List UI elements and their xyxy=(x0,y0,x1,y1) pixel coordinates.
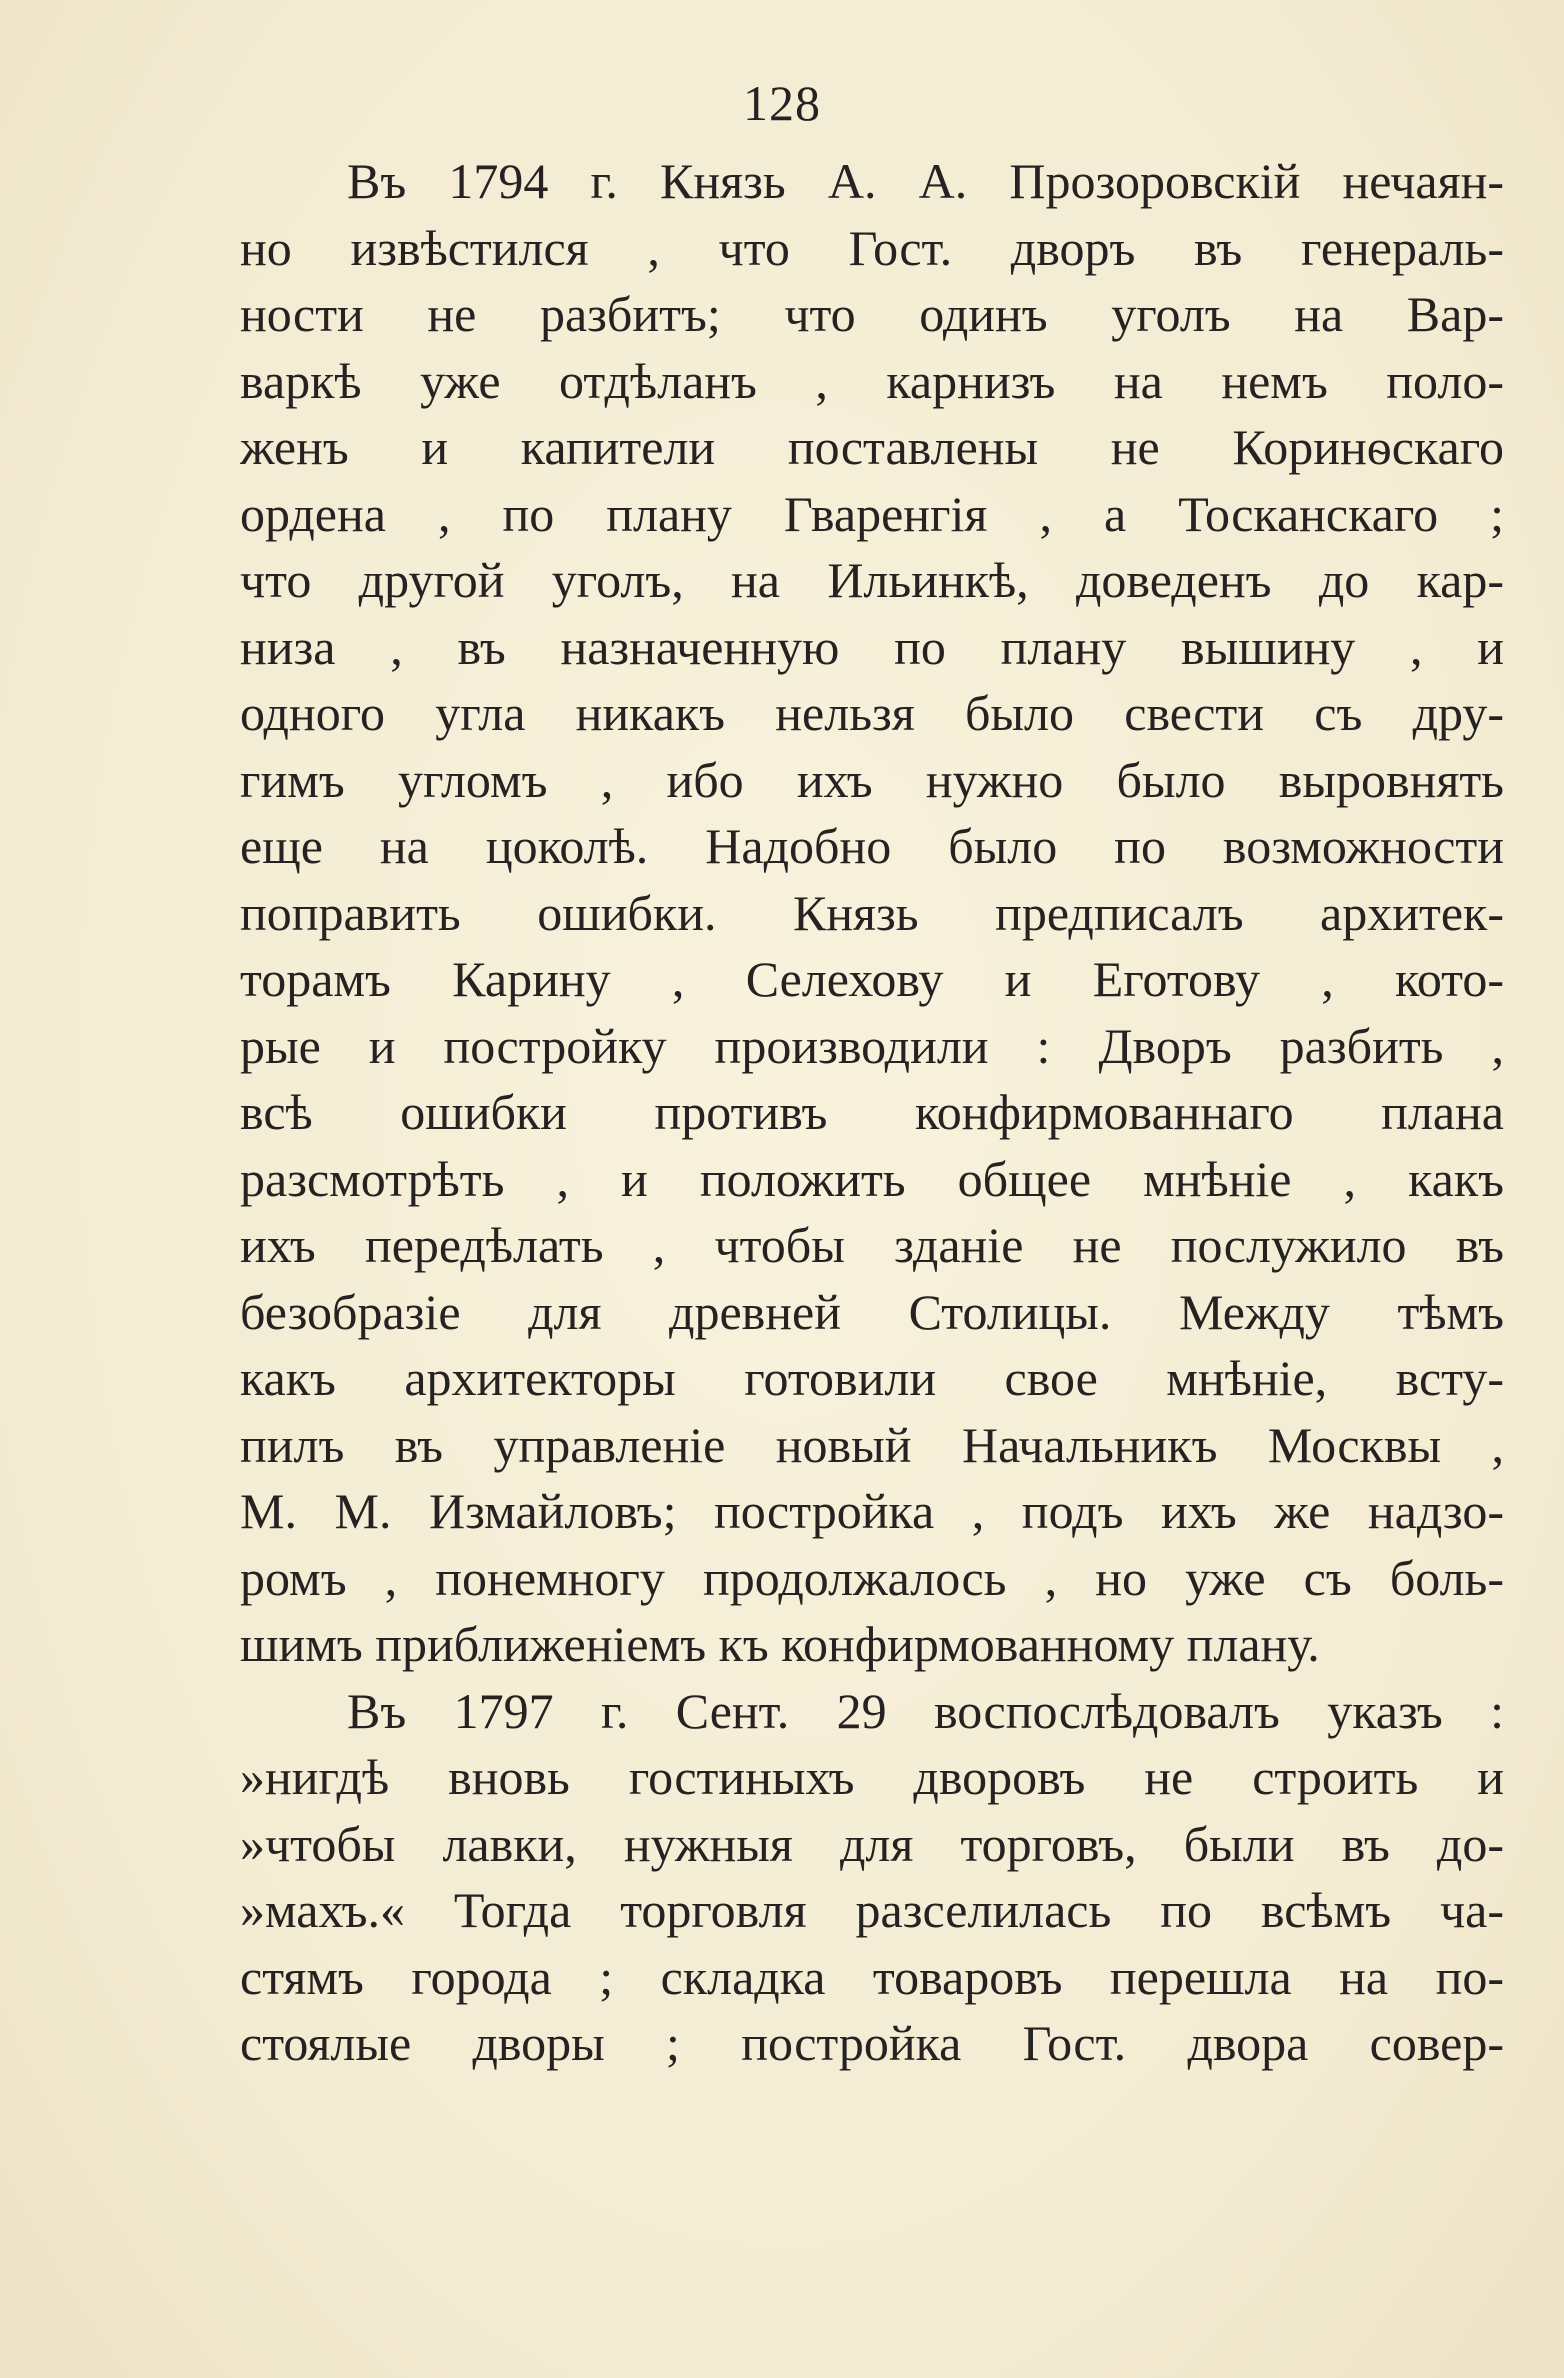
text-line: Въ 1797 г. Сент. 29 воспослѣдовалъ указъ : xyxy=(347,1682,1504,1739)
text-line: Въ 1794 г. Князь А. А. Прозоровскій нечаян- xyxy=(347,153,1504,209)
text-line: »чтобы лавки, нужныя для торговъ, были въ до- xyxy=(240,1815,1504,1872)
body-text xyxy=(240,148,1504,2077)
text-line: низа , въ назначенную по плану вышину , и xyxy=(240,618,1504,675)
text-line: гимъ угломъ , ибо ихъ нужно было выровнять xyxy=(240,751,1504,808)
text-line: М. М. Измайловъ; постройка , подъ ихъ же надзо- xyxy=(240,1483,1504,1539)
text-line: еще на цоколѣ. Надобно было по возможности xyxy=(240,818,1504,874)
text-line: ихъ передѣлать , чтобы зданіе не послужило въ xyxy=(240,1217,1504,1273)
text-line: какъ архитекторы готовили свое мнѣніе, всту- xyxy=(240,1350,1504,1406)
text-line: всѣ ошибки противъ конфирмованнаго плана xyxy=(240,1084,1504,1140)
text-line: одного угла никакъ нельзя было свести съ дру- xyxy=(240,685,1504,741)
page-number: 128 xyxy=(743,75,821,131)
text-line: разсмотрѣть , и положить общее мнѣніе , какъ xyxy=(240,1150,1504,1207)
text-line: рые и постройку производили : Дворъ разбить , xyxy=(240,1017,1504,1074)
text-line: ности не разбитъ; что одинъ уголъ на Вар- xyxy=(240,286,1504,342)
text-line: стоялые дворы ; постройка Гост. двора совер- xyxy=(240,2015,1504,2071)
text-line: безобразіе для древней Столицы. Между тѣмъ xyxy=(240,1283,1504,1340)
text-line: но извѣстился , что Гост. дворъ въ генераль- xyxy=(240,219,1504,276)
text-line: что другой уголъ, на Ильинкѣ, доведенъ до кар- xyxy=(240,552,1504,608)
text-line: шимъ приближеніемъ къ конфирмованному плану. xyxy=(240,1616,1320,1672)
text-line: женъ и капители поставлены не Коринѳскаго xyxy=(240,419,1504,475)
text-line: торамъ Карину , Селехову и Еготову , кото- xyxy=(240,951,1504,1007)
text-line: варкѣ уже отдѣланъ , карнизъ на немъ поло- xyxy=(240,352,1504,409)
text-line: ромъ , понемногу продолжалось , но уже съ боль- xyxy=(240,1549,1504,1606)
text-line: пилъ въ управленіе новый Начальникъ Москвы , xyxy=(240,1416,1504,1473)
text-line: »махъ.« Тогда торговля разселилась по всѣмъ ча- xyxy=(240,1882,1504,1938)
text-line: »нигдѣ вновь гостиныхъ дворовъ не строить и xyxy=(240,1749,1504,1805)
text-line: поправить ошибки. Князь предписалъ архитек- xyxy=(240,884,1504,941)
text-line: ордена , по плану Гваренгія , а Тосканскаго ; xyxy=(240,485,1504,542)
text-line: стямъ города ; складка товаровъ перешла на по- xyxy=(240,1948,1504,2005)
